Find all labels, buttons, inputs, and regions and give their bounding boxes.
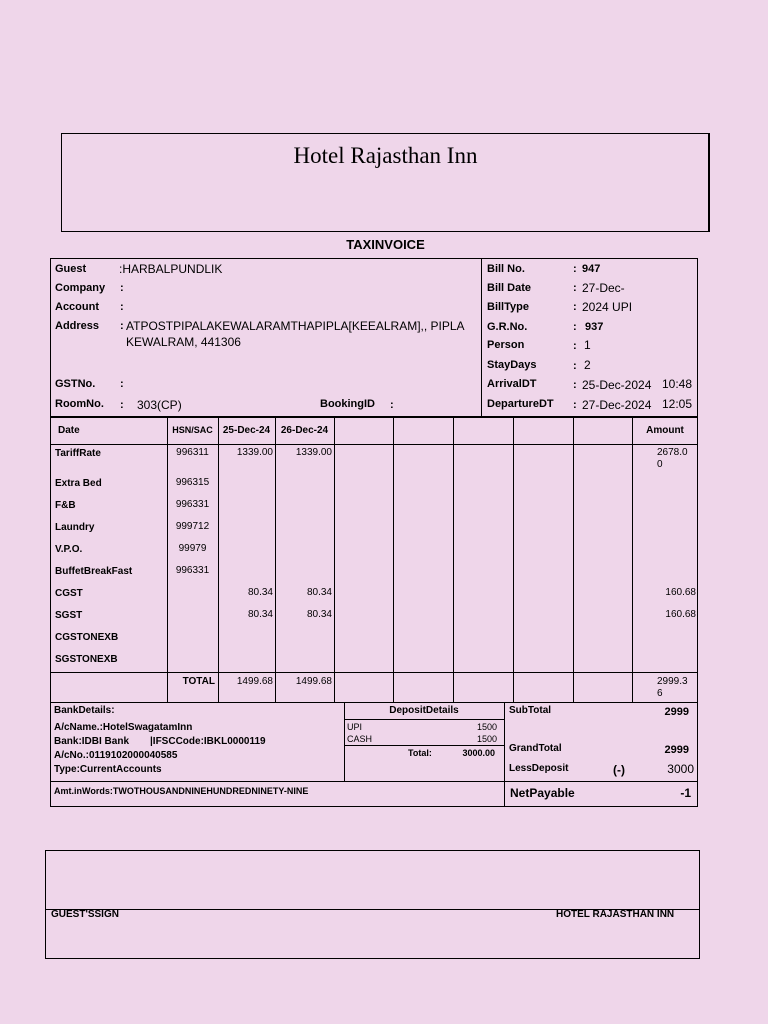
amount-in-words: Amt.inWords:TWOTHOUSANDNINEHUNDREDNINETY-NINE xyxy=(54,786,309,796)
row-day2: 80.34 xyxy=(306,609,332,620)
deposit-total-label: Total: xyxy=(408,748,432,758)
words-divider xyxy=(50,781,698,782)
address-colon: : xyxy=(120,320,124,332)
departure-label: DepartureDT xyxy=(487,398,554,410)
col-divider xyxy=(573,417,574,703)
deposit-cash-label: CASH xyxy=(347,734,373,744)
row-amount-wrap: 0 xyxy=(657,459,663,470)
row-day2: 80.34 xyxy=(306,587,332,598)
grno-value: 937 xyxy=(585,321,604,333)
guest-bill-divider xyxy=(481,258,482,417)
total-label: TOTAL xyxy=(182,676,215,687)
row-label: V.P.O. xyxy=(55,544,83,555)
netpayable-value: -1 xyxy=(680,786,691,800)
address-line2: KEWALRAM, 441306 xyxy=(126,335,241,349)
row-label: Extra Bed xyxy=(55,478,102,489)
row-label: Laundry xyxy=(55,522,95,533)
address-line1: ATPOSTPIPALAKEWALARAMTHAPIPLA[KEEALRAM],, PIPLA xyxy=(126,319,465,333)
col-divider xyxy=(275,417,276,703)
row-label: BuffetBreakFast xyxy=(55,566,133,577)
grandtotal-label: GrandTotal xyxy=(509,743,562,754)
lessdeposit-value: 3000 xyxy=(667,762,694,776)
deposit-upi-value: 1500 xyxy=(476,722,497,732)
billtype-value: 2024 UPI xyxy=(582,300,633,314)
departure-time: 12:05 xyxy=(662,397,693,411)
staydays-value: 2 xyxy=(584,358,591,372)
row-amount: 160.68 xyxy=(665,587,696,598)
grno-colon: : xyxy=(573,321,577,333)
hotel-name: Hotel Rajasthan Inn xyxy=(293,143,478,168)
grno-label: G.R.No. xyxy=(487,321,528,333)
guest-signature-label: GUEST'SSIGN xyxy=(51,909,119,920)
header-day2: 26-Dec-24 xyxy=(280,425,329,436)
billdate-value: 27-Dec- xyxy=(582,281,625,295)
guest-value: :HARBALPUNDLIK xyxy=(119,262,223,276)
person-colon: : xyxy=(573,340,577,352)
bank-type: Type:CurrentAccounts xyxy=(54,764,162,775)
grandtotal-value: 2999 xyxy=(664,744,689,756)
staydays-label: StayDays xyxy=(487,359,537,371)
col-divider xyxy=(167,417,168,703)
row-amount: 2678.0 xyxy=(657,447,688,458)
billdate-label: Bill Date xyxy=(487,282,532,294)
booking-colon: : xyxy=(390,399,394,411)
subtotal-label: SubTotal xyxy=(509,705,552,716)
row-label: TariffRate xyxy=(55,448,101,459)
row-day1: 1339.00 xyxy=(236,447,273,458)
table-header-divider xyxy=(50,444,698,445)
billtype-colon: : xyxy=(573,301,577,313)
lessdeposit-label: LessDeposit xyxy=(509,763,569,774)
address-label: Address xyxy=(55,320,100,332)
row-hsn: 999712 xyxy=(175,521,210,532)
col-divider xyxy=(453,417,454,703)
signature-box xyxy=(45,850,700,959)
row-hsn: 996331 xyxy=(175,499,210,510)
header-day1: 25-Dec-24 xyxy=(222,425,271,436)
guest-label: Guest xyxy=(55,263,87,275)
company-label: Company xyxy=(55,282,106,294)
row-day2: 1339.00 xyxy=(295,447,332,458)
account-colon: : xyxy=(120,301,124,313)
row-hsn: 996315 xyxy=(175,477,210,488)
arrival-colon: : xyxy=(573,379,577,391)
booking-label: BookingID xyxy=(320,398,375,410)
room-value: 303(CP) xyxy=(137,398,182,412)
deposit-title-underline xyxy=(344,719,504,720)
row-label: F&B xyxy=(55,500,76,511)
departure-date: 27-Dec-2024 xyxy=(582,398,652,412)
total-day1: 1499.68 xyxy=(236,676,273,687)
bank-acno: A/cNo.:0119102000040585 xyxy=(54,750,178,761)
company-colon: : xyxy=(120,282,124,294)
row-day1: 80.34 xyxy=(247,587,273,598)
col-divider xyxy=(334,417,335,703)
billno-colon: : xyxy=(573,263,577,275)
col-divider xyxy=(513,417,514,703)
account-label: Account xyxy=(55,301,99,313)
person-value: 1 xyxy=(584,338,591,352)
lessdeposit-sign: (-) xyxy=(613,763,625,777)
charges-table xyxy=(50,417,698,703)
arrival-label: ArrivalDT xyxy=(487,378,537,390)
bank-name: Bank:IDBI Bank xyxy=(54,736,130,747)
hotel-signature-label: HOTEL RAJASTHAN INN xyxy=(556,909,675,920)
bank-acname: A/cName.:HotelSwagatamInn xyxy=(54,722,193,733)
deposit-total-value: 3000.00 xyxy=(462,748,495,758)
billno-label: Bill No. xyxy=(487,263,525,275)
staydays-colon: : xyxy=(573,360,577,372)
gst-colon: : xyxy=(120,378,124,390)
deposit-cash-underline xyxy=(344,745,504,746)
total-amount: 2999.3 xyxy=(657,676,688,687)
gst-label: GSTNo. xyxy=(55,378,96,390)
total-day2: 1499.68 xyxy=(295,676,332,687)
bank-title: BankDetails: xyxy=(54,705,115,716)
arrival-time: 10:48 xyxy=(662,377,693,391)
col-divider xyxy=(632,417,633,703)
row-label: CGST xyxy=(55,588,83,599)
summary-divider xyxy=(504,702,505,807)
row-day1: 80.34 xyxy=(247,609,273,620)
billtype-label: BillType xyxy=(487,301,529,313)
row-hsn: 99979 xyxy=(178,543,207,554)
header-hsn: HSN/SAC xyxy=(172,425,213,435)
row-label: SGSTONEXB xyxy=(55,654,118,665)
departure-colon: : xyxy=(573,399,577,411)
total-amount-wrap: 6 xyxy=(657,688,663,699)
billdate-colon: : xyxy=(573,282,577,294)
netpayable-label: NetPayable xyxy=(510,786,575,800)
header-amount: Amount xyxy=(646,425,684,436)
col-divider xyxy=(393,417,394,703)
row-label: SGST xyxy=(55,610,83,621)
deposit-title: DepositDetails xyxy=(389,705,459,716)
row-hsn: 996311 xyxy=(176,447,209,458)
room-colon: : xyxy=(120,399,124,411)
table-total-divider xyxy=(50,672,698,673)
billno-value: 947 xyxy=(582,263,601,275)
deposit-cash-value: 1500 xyxy=(476,734,497,744)
arrival-date: 25-Dec-2024 xyxy=(582,378,652,392)
room-label: RoomNo. xyxy=(55,398,104,410)
row-hsn: 996331 xyxy=(175,565,210,576)
subtotal-value: 2999 xyxy=(664,706,689,718)
col-divider xyxy=(218,417,219,703)
doc-title: TAXINVOICE xyxy=(346,237,425,252)
row-amount: 160.68 xyxy=(665,609,696,620)
header-date: Date xyxy=(58,425,80,436)
person-label: Person xyxy=(487,339,525,351)
bank-ifsc: |IFSCCode:IBKL0000119 xyxy=(150,736,266,747)
deposit-upi-label: UPI xyxy=(347,722,363,732)
row-label: CGSTONEXB xyxy=(55,632,119,643)
